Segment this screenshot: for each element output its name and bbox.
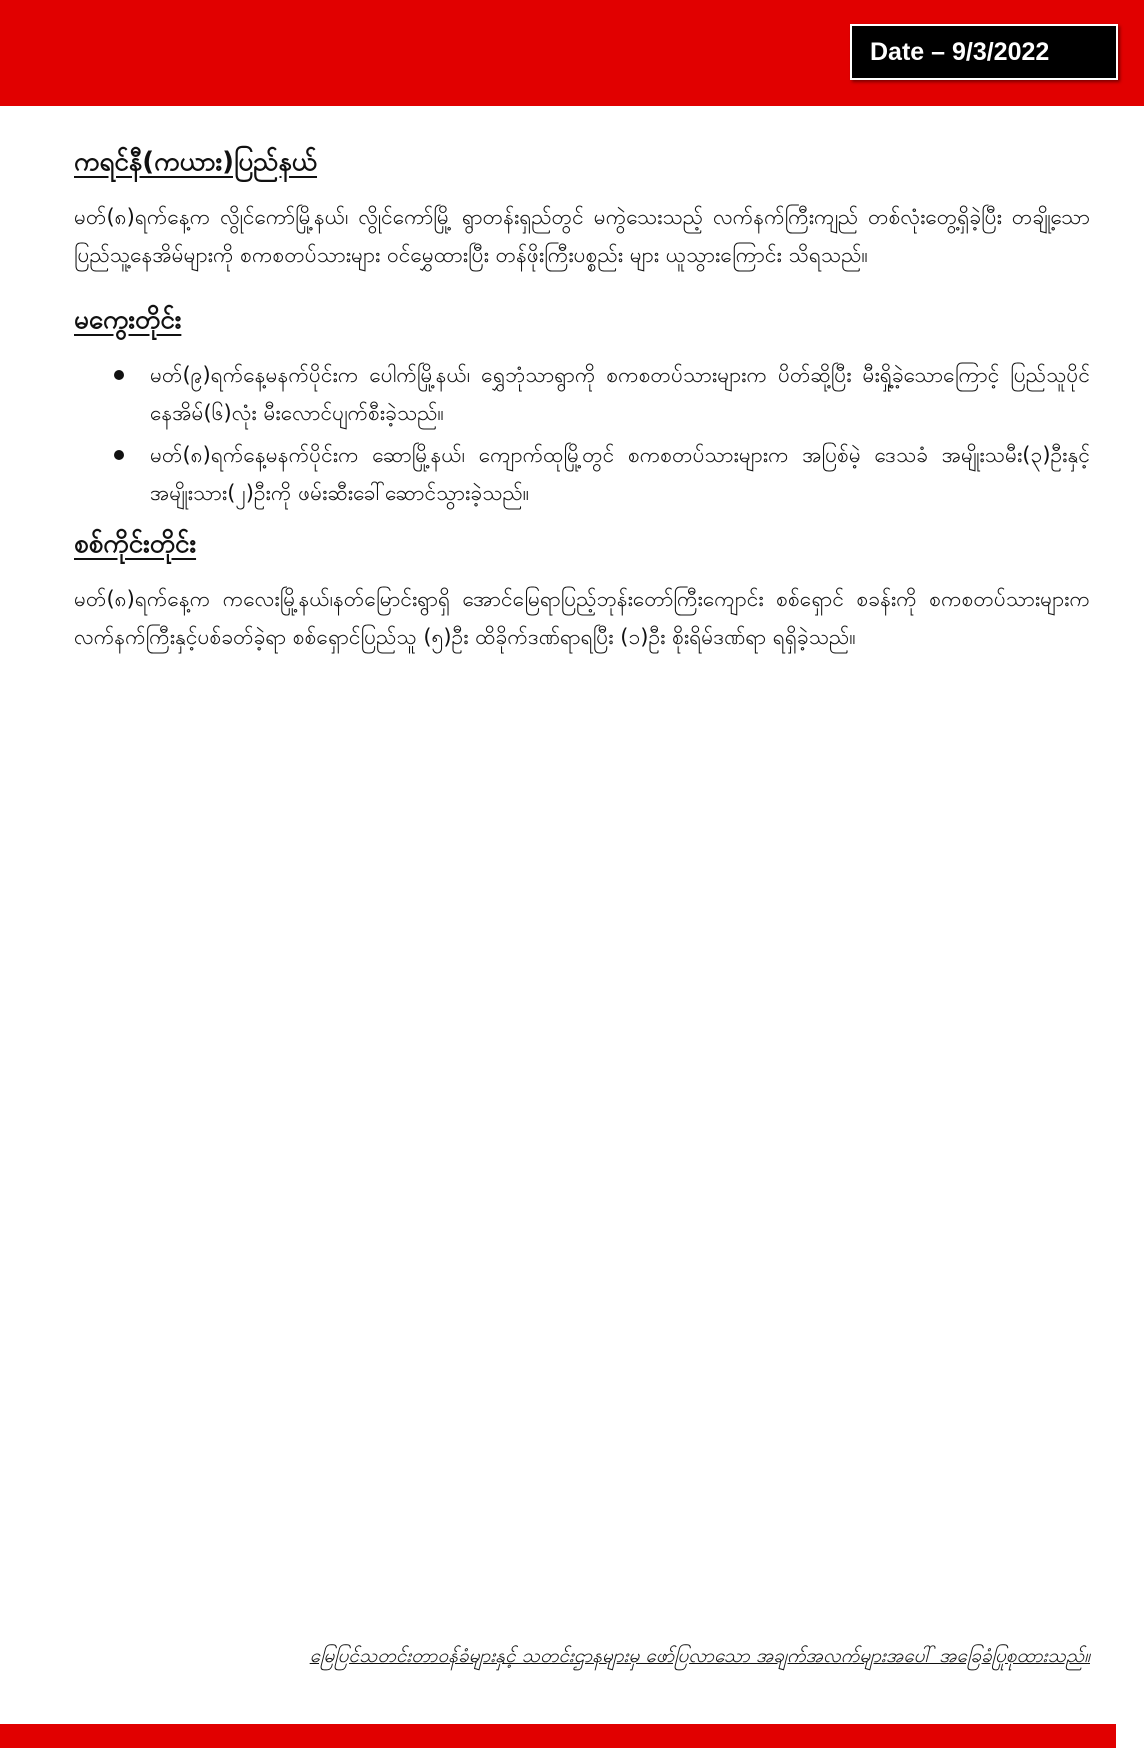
date-label: Date – 9/3/2022: [870, 38, 1050, 66]
section-kayah: [74, 140, 1090, 274]
section-heading-kayah: ကရင်နီ(ကယား)ပြည်နယ်: [74, 147, 318, 177]
section-magway: [74, 298, 1090, 512]
section-paragraph-kayah: မတ်(၈)ရက်နေ့က လွိုင်ကော်မြို့နယ်၊ လွိုင်ကော်မြို့ ရွာတန်းရှည်တွင် မကွဲသေးသည့် လက်နက်ကြီးကျည် တစ်လုံးတွေ့ရှိခဲ့ပြီး တချို့သောပြည်သူ့နေအိမ်များကို စကစတပ်သားများ ဝင်မွှေထားပြီး တန်ဖိုးကြီးပစ္စည်း များ ယူသွားကြောင်း သိရသည်။: [74, 205, 1090, 267]
section-sagaing: [74, 522, 1090, 656]
list-item: [74, 356, 1090, 432]
bullet-text: မတ်(၉)ရက်နေ့မနက်ပိုင်းက ပေါက်မြို့နယ်၊ ရွှေဘုံသာရွာကို စကစတပ်သားများက ပိတ်ဆို့ပြီး မီးရှို့ခဲ့သောကြောင့် ပြည်သူပိုင်နေအိမ်(၆)လုံး မီးလောင်ပျက်စီးခဲ့သည်။: [150, 363, 1090, 425]
section-paragraph-sagaing: မတ်(၈)ရက်နေ့က ကလေးမြို့နယ်၊နတ်မြောင်းရွာရှိ အောင်မြေရာပြည့်ဘုန်းတော်ကြီးကျောင်း စစ်ရှောင် စခန်းကို စကစတပ်သားများက လက်နက်ကြီးနှင့်ပစ်ခတ်ခဲ့ရာ စစ်ရှောင်ပြည်သူ (၅)ဦး ထိခိုက်ဒဏ်ရာရပြီး (၁)ဦး စိုးရိမ်ဒဏ်ရာ ရရှိခဲ့သည်။: [74, 587, 1090, 649]
bullet-icon: [114, 450, 124, 460]
bullet-list-magway: [74, 356, 1090, 512]
section-heading-sagaing: စစ်ကိုင်းတိုင်း: [74, 529, 197, 559]
bottom-bar: [0, 1724, 1116, 1748]
list-item: [74, 436, 1090, 512]
section-heading-magway: မကွေးတိုင်း: [74, 305, 182, 335]
date-badge: [850, 24, 1118, 80]
bullet-icon: [114, 370, 124, 380]
footer-source-note: မြေပြင်သတင်းတာဝန်ခံများနှင့် သတင်းဌာနများမှ ဖော်ပြလာသော အချက်အလက်များအပေါ် အခြေခံပြုစုထားသည်။: [309, 1645, 1090, 1667]
bullet-text: မတ်(၈)ရက်နေ့မနက်ပိုင်းက ဆောမြို့နယ်၊ ကျောက်ထုမြို့တွင် စကစတပ်သားများက အပြစ်မဲ့ ဒေသခံ အမျိုးသမီး(၃)ဦးနှင့်အမျိုးသား(၂)ဦးကို ဖမ်းဆီးခေါ်ဆောင်သွားခဲ့သည်။: [150, 443, 1090, 505]
report-body: [74, 140, 1090, 680]
